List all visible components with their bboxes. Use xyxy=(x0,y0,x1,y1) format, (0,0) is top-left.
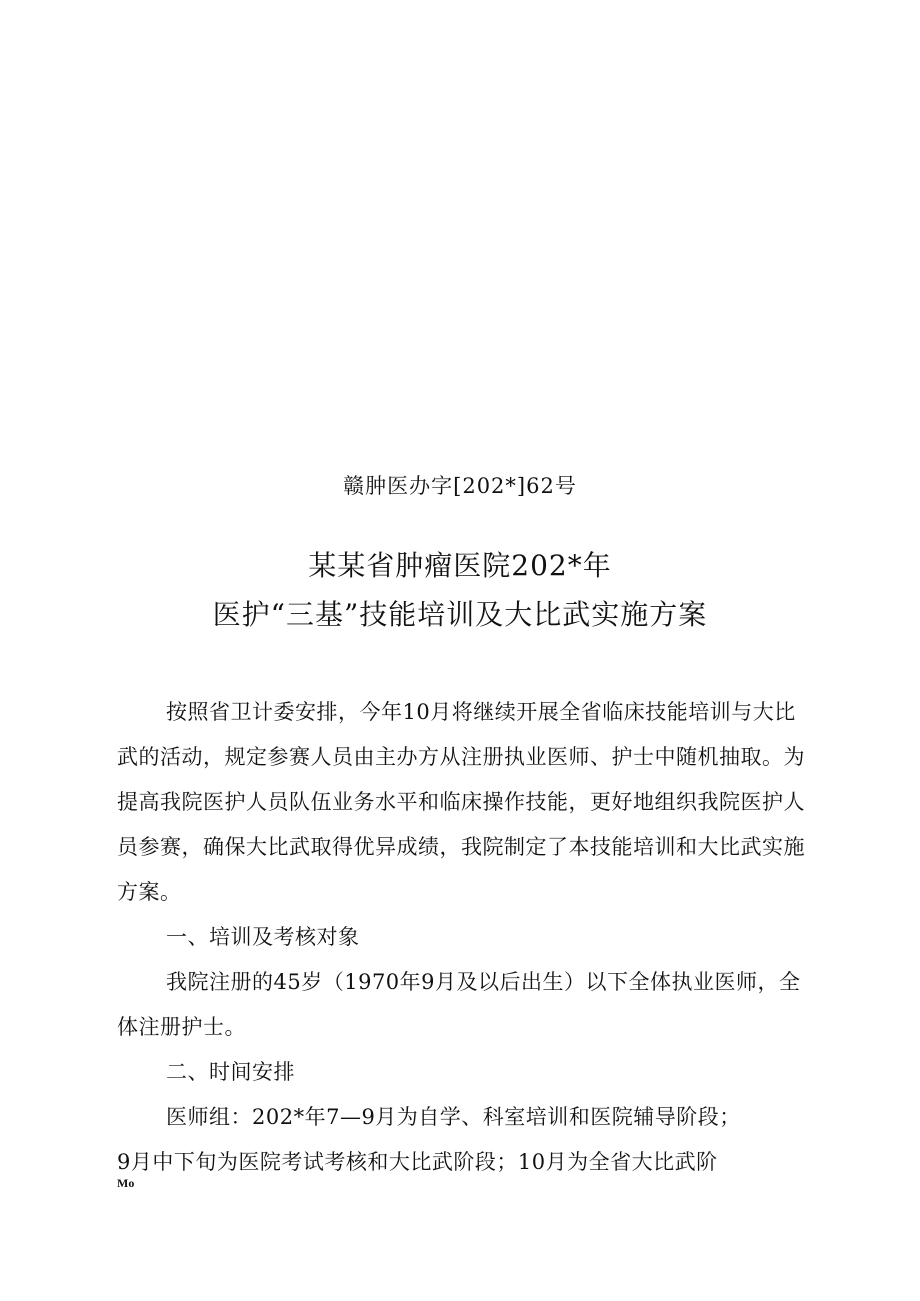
paragraph-schedule-continued: 9月中下旬为医院考试考核和大比武阶段；10月为全省大比武阶 xyxy=(117,1150,718,1174)
paragraph-schedule-doctors: 医师组：202*年7—9月为自学、科室培训和医院辅导阶段； xyxy=(166,1105,741,1129)
document-title-line-1: 某某省肿瘤医院202*年 xyxy=(308,549,612,582)
section-heading-1: 一、培训及考核对象 xyxy=(166,925,360,949)
document-title-line-2: 医护“三基”技能培训及大比武实施方案 xyxy=(212,598,708,631)
document-body xyxy=(117,690,817,1185)
section-heading-2: 二、时间安排 xyxy=(166,1060,295,1084)
document-number: 赣肿医办字[202*]62号 xyxy=(343,474,577,498)
footer-mark: Mo xyxy=(117,1176,135,1190)
paragraph-participants: 我院注册的45岁（1970年9月及以后出生）以下全体执业医师，全体注册护士。 xyxy=(117,970,801,1039)
paragraph-intro: 按照省卫计委安排，今年10月将继续开展全省临床技能培训与大比武的活动，规定参赛人员由主办方从注册执业医师、护士中随机抽取。为提高我院医护人员队伍业务水平和临床操作技能，更好地组织我院医护人员参赛，确保大比武取得优异成绩，我院制定了本技能培训和大比武实施方案。 xyxy=(117,700,805,904)
